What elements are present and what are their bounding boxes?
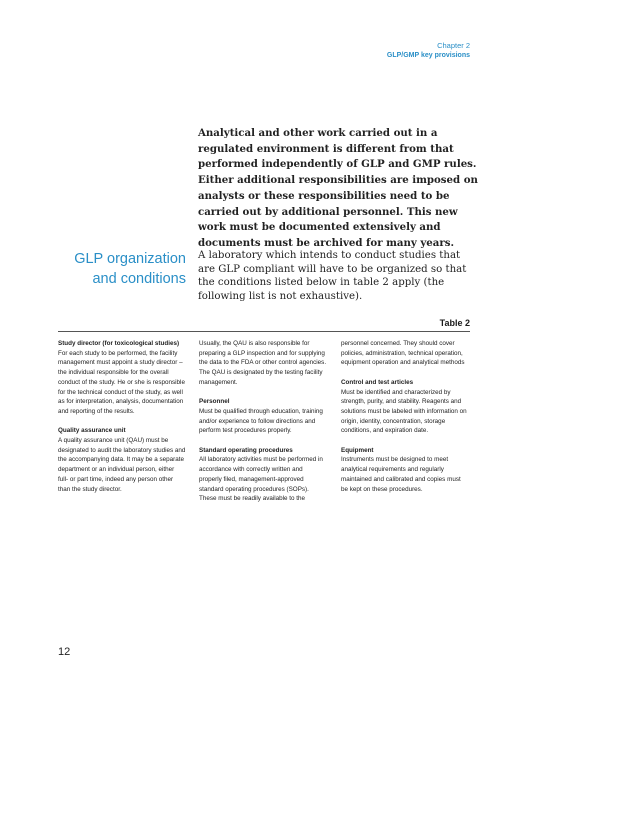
running-header [387,40,470,61]
table-entry [58,339,186,417]
entry-text: Instruments must be designed to meet analytical requirements and regularly maintained and calibrated and copies must be kept on these procedures. [341,456,461,493]
chapter-label: Chapter 2 [437,41,470,50]
entry-text: For each study to be performed, the facility management must appoint a study director – the individual responsible for the overall conduct of the study. He or she is responsible for the technical conduct of the study, as well as for interpretation, analysis, documentation and reporting of the results. [58,349,185,415]
table-entry [341,446,469,495]
table-column-3 [341,339,469,494]
chapter-subtitle: GLP/GMP key provisions [386,52,470,59]
section-heading-line-2: and conditions [92,271,186,287]
table-top-rule [58,331,470,332]
entry-text: Must be qualified through education, training and/or experience to follow directions and perform test procedures properly. [199,407,323,435]
entry-title: Quality assurance unit [58,427,126,435]
section-heading-line-1: GLP organization [74,251,186,267]
entry-title: Control and test articles [341,378,414,386]
table-entry [58,426,186,494]
entry-title: Equipment [341,446,374,454]
entry-title: Personnel [199,398,230,406]
table-label: Table 2 [439,318,470,328]
section-heading [58,249,186,289]
entry-text: Usually, the QAU is also responsible for preparing a GLP inspection and for supplying the data to the FDA or other control agencies. The QAU is designated by the testing facility management. [199,340,327,386]
table-entry [199,397,327,436]
entry-text: A quality assurance unit (QAU) must be designated to audit the laboratory studies and the accompanying data. It may be a separate department or an individual person, either full- or part time, indeed any person other than the study director. [58,437,186,493]
table-column-2 [199,339,327,504]
table-column-1 [58,339,186,494]
table-entry [199,446,327,504]
entry-text: All laboratory activities must be performed in accordance with correctly written and properly filed, management-approved standard operating procedures (SOPs). These must be readily available to the [199,456,323,503]
intro-paragraph: Analytical and other work carried out in a regulated environment is different from that performed independently of GLP and GMP rules. Either additional responsibilities are imposed on analysts or these responsibilities need to be carried out by additional personnel. This new work must be documented extensively and documents must be archived for many years. [198,127,478,249]
section-body: A laboratory which intends to conduct studies that are GLP compliant will have to be organized so that the conditions listed below in table 2 apply (the following list is not exhaustive). [198,250,467,302]
page-number: 12 [58,646,71,658]
table-entry [199,339,327,388]
entry-title: Standard operating procedures [199,446,293,454]
entry-text: personnel concerned. They should cover policies, administration, technical operation, equipment operation and analytical methods [341,340,465,367]
entry-title: Study director (for toxicological studies) [58,340,180,347]
table-entry [341,378,469,436]
entry-text: Must be identified and characterized by strength, purity, and stability. Reagents and solutions must be labeled with information on origin, identity, concentration, storage conditions, and expiration date. [341,388,467,435]
table-entry [341,339,469,368]
